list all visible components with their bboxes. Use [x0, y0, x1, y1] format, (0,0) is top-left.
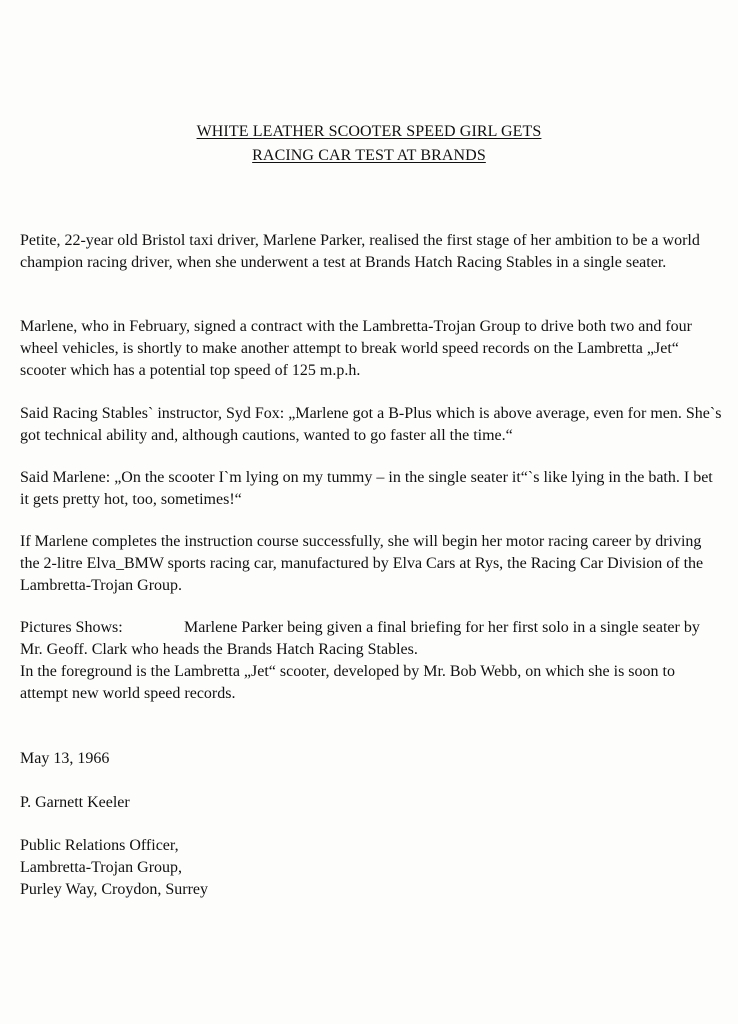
signatory-address: Purley Way, Croydon, Surrey	[20, 881, 209, 898]
signatory-name: P. Garnett Keeler	[20, 794, 130, 811]
pictures-caption-1: Marlene Parker being given a final briefing for her first solo in a single seater by Mr. Geoff. Clark who heads the Brands Hatch Racing Stables.	[20, 619, 700, 658]
headline	[0, 120, 738, 168]
paragraph-contract: Marlene, who in February, signed a contract with the Lambretta-Trojan Group to drive both two and four wheel vehicles, is shortly to make another attempt to break world speed records on the Lambretta „Jet“ scooter which has a potential top speed of 125 m.p.h.	[20, 318, 692, 379]
pictures-caption-2: In the foreground is the Lambretta „Jet“ scooter, developed by Mr. Bob Webb, on which she is soon to attempt new world speed records.	[20, 663, 675, 702]
headline-line-2: RACING CAR TEST AT BRANDS	[252, 147, 486, 164]
pictures-label: Pictures Shows:	[20, 619, 123, 636]
headline-line-1: WHITE LEATHER SCOOTER SPEED GIRL GETS	[196, 123, 542, 140]
signatory-organisation: Lambretta-Trojan Group,	[20, 859, 183, 876]
signatory-address-block	[20, 835, 208, 901]
paragraph-career: If Marlene completes the instruction course successfully, she will begin her motor racing career by driving the 2-litre Elva_BMW sports racing car, manufactured by Elva Cars at Rys, the Racing Car Division of the Lambretta-Trojan Group.	[20, 533, 704, 594]
paragraph-pictures	[20, 617, 722, 705]
paragraph-marlene-quote: Said Marlene: „On the scooter I`m lying on my tummy – in the single seater it“`s like lying in the bath. I bet it gets pretty hot, too, sometimes!“	[20, 469, 713, 508]
signatory-title: Public Relations Officer,	[20, 837, 179, 854]
paragraph-instructor-quote: Said Racing Stables` instructor, Syd Fox: „Marlene got a B-Plus which is above average, even for men. She`s got technical ability and, although cautions, wanted to go faster all the time.“	[20, 405, 722, 444]
release-date: May 13, 1966	[20, 750, 110, 767]
paragraph-intro: Petite, 22-year old Bristol taxi driver, Marlene Parker, realised the first stage of her ambition to be a world champion racing driver, when she underwent a test at Brands Hatch Racing Stables in a single seater.	[20, 232, 700, 271]
